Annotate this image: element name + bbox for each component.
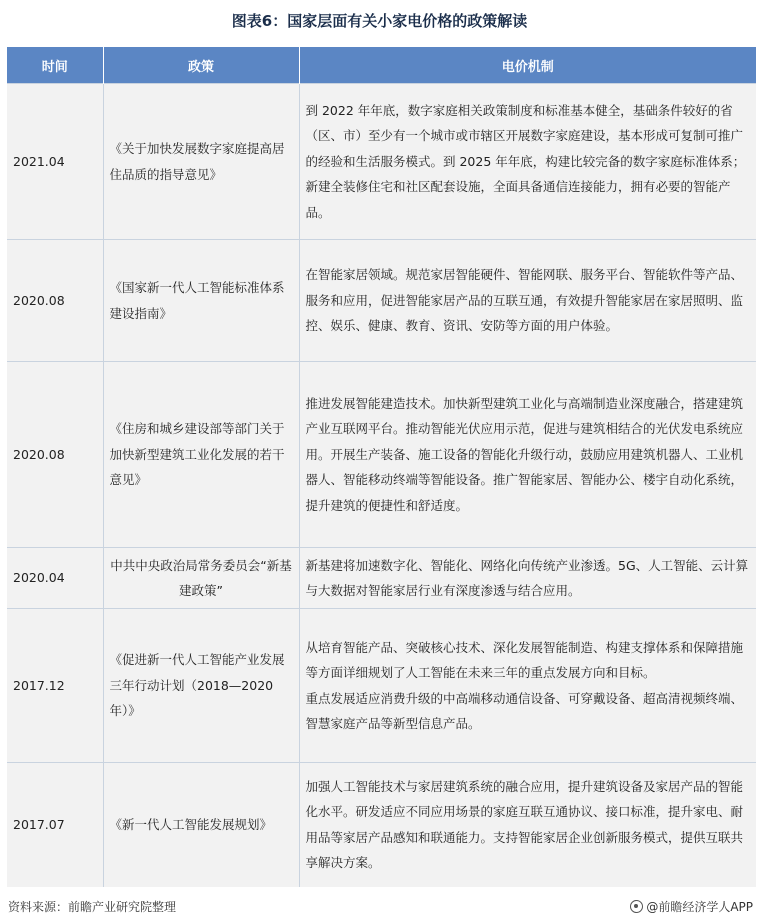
chart-title: 图表6：国家层面有关小家电价格的政策解读 bbox=[231, 12, 528, 30]
brand-credit bbox=[630, 898, 753, 915]
table-row bbox=[7, 362, 756, 548]
row-mechanism: 推进发展智能建造技术。加快新型建筑工业化与高端制造业深度融合，搭建建筑产业互联网平台。推动智能光伏应用示范，促进与建筑相结合的光伏发电系统应用。开展生产装备、施工设备的智能化升级行动，鼓励应用建筑机器人、工业机器人、智能移动终端等智能设备。推广智能家居、智能办公、楼宇自动化系统，提升建筑的便捷性和舒适度。 bbox=[299, 362, 756, 548]
policy-table bbox=[7, 47, 756, 887]
row-time: 2020.08 bbox=[7, 362, 103, 548]
row-mechanism: 在智能家居领域。规范家居智能硬件、智能网联、服务平台、智能软件等产品、服务和应用，促进智能家居产品的互联互通，有效提升智能家居在家居照明、监控、娱乐、健康、教育、资讯、安防等方面的用户体验。 bbox=[299, 240, 756, 362]
row-time: 2017.07 bbox=[7, 763, 103, 887]
row-time: 2020.08 bbox=[7, 240, 103, 362]
table-row bbox=[7, 548, 756, 609]
row-mechanism-cell bbox=[299, 609, 756, 763]
row-policy: 中共中央政治局常务委员会“新基建政策” bbox=[103, 548, 299, 609]
brand-logo-icon bbox=[630, 900, 643, 913]
table-row bbox=[7, 763, 756, 887]
row-mechanism-extra: 重点发展适应消费升级的中高端移动通信设备、可穿戴设备、超高清视频终端、智慧家庭产品等新型信息产品。 bbox=[305, 690, 744, 731]
row-mechanism: 到 2022 年年底，数字家庭相关政策制度和标准基本健全，基础条件较好的省（区、市）至少有一个城市或市辖区开展数字家庭建设，基本形成可复制可推广的经验和生活服务模式。到 2025 年年底，构建比较完备的数字家庭标准体系；新建全装修住宅和社区配套设施，全面具备通信连接能力，拥有必要的智能产品。 bbox=[299, 84, 756, 240]
row-policy: 《新一代人工智能发展规划》 bbox=[103, 763, 299, 887]
table-row bbox=[7, 84, 756, 240]
table-row bbox=[7, 240, 756, 362]
table-row bbox=[7, 609, 756, 763]
header-time: 时间 bbox=[7, 47, 103, 84]
row-time: 2021.04 bbox=[7, 84, 103, 240]
header-mechanism: 电价机制 bbox=[299, 47, 756, 84]
source-note: 资料来源：前瞻产业研究院整理 bbox=[8, 900, 177, 914]
row-mechanism: 从培育智能产品、突破核心技术、深化发展智能制造、构建支撑体系和保障措施等方面详细规划了人工智能在未来三年的重点发展方向和目标。 bbox=[305, 639, 744, 680]
header-policy: 政策 bbox=[103, 47, 299, 84]
row-mechanism: 加强人工智能技术与家居建筑系统的融合应用，提升建筑设备及家居产品的智能化水平。研发适应不同应用场景的家庭互联互通协议、接口标准，提升家电、耐用品等家居产品感知和联通能力。支持智能家居企业创新服务模式，提供互联共享解决方案。 bbox=[299, 763, 756, 887]
row-time: 2017.12 bbox=[7, 609, 103, 763]
row-policy: 《关于加快发展数字家庭提高居住品质的指导意见》 bbox=[103, 84, 299, 240]
brand-label: @前瞻经济学人APP bbox=[646, 900, 753, 914]
row-mechanism: 新基建将加速数字化、智能化、网络化向传统产业渗透。5G、人工智能、云计算与大数据对智能家居行业有深度渗透与结合应用。 bbox=[299, 548, 756, 609]
row-time: 2020.04 bbox=[7, 548, 103, 609]
row-policy: 《住房和城乡建设部等部门关于加快新型建筑工业化发展的若干意见》 bbox=[103, 362, 299, 548]
table-header-row bbox=[7, 47, 756, 84]
row-policy: 《国家新一代人工智能标准体系建设指南》 bbox=[103, 240, 299, 362]
row-policy: 《促进新一代人工智能产业发展三年行动计划（2018—2020年）》 bbox=[103, 609, 299, 763]
